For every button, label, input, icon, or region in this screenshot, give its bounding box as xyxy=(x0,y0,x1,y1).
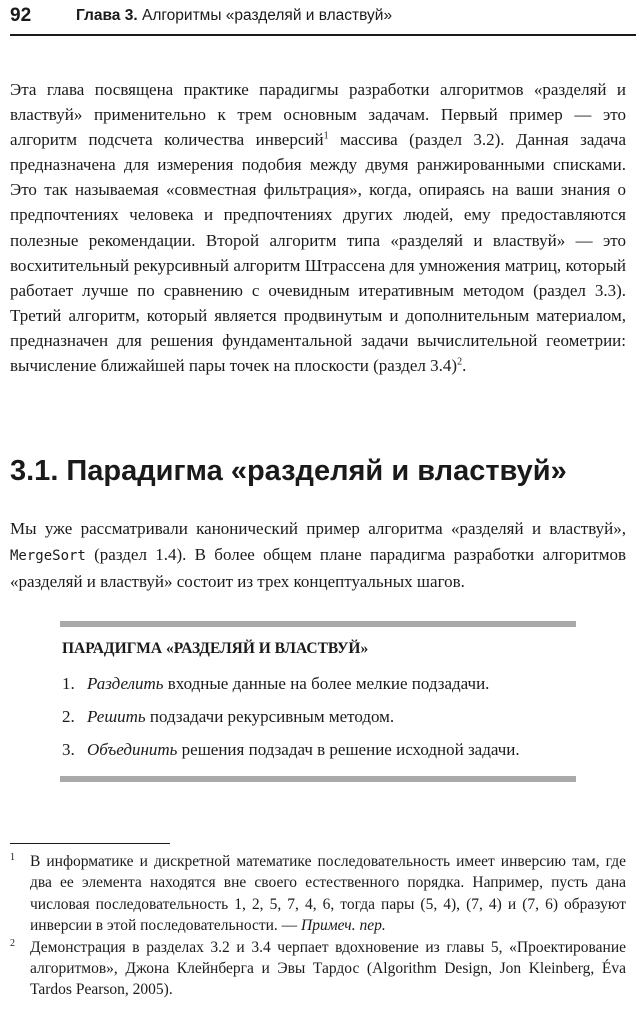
step-verb: Разделить xyxy=(87,674,164,693)
step-number: 3. xyxy=(62,740,75,759)
box-top-rule xyxy=(60,621,576,627)
paradigm-step xyxy=(62,707,394,727)
section-paragraph xyxy=(10,516,626,595)
step-number: 1. xyxy=(62,674,75,693)
step-verb: Объединить xyxy=(87,740,178,759)
footnotes xyxy=(10,851,626,1001)
page-number: 92 xyxy=(10,5,32,26)
footnote-text: Демонстрация в разделах 3.2 и 3.4 черпает вдохновение из главы 5, «Проектирование алгоритмов», Джона Клейнберга и Эвы Тардос (Algorithm Design, Jon Kleinberg, Éva Tardos Pearson, 2005). xyxy=(30,938,626,999)
intro-text-b: массива (раздел 3.2). Данная задача предназначена для измерения подобия между двумя ранжированными списками. Это так называемая «совместная фильтрация», когда, опираясь на ваши знания о предпочтениях человека и предпочтениях других людей, ему предоставляются полезные рекомендации. Второй алгоритм типа «разделяй и властвуй» — это восхитительный рекурсивный алгоритм Штрассена для умножения матриц, который работает лучше по сравнению с очевидным итеративным методом (раздел 3.3). Третий алгоритм, который является продвинутым и дополнительным материалом, предназначен для решения фундаментальной задачи вычислительной геометрии: вычисление ближайшей пары точек на плоскости (раздел 3.4) xyxy=(10,130,626,376)
step-text: решения подзадач в решение исходной задачи. xyxy=(177,740,520,759)
section-text-b: (раздел 1.4). В более общем плане парадигма разработки алгоритмов «разделяй и властвуй» состоит из трех концептуальных шагов. xyxy=(10,544,626,591)
step-verb: Решить xyxy=(87,707,146,726)
section-heading: 3.1. Парадигма «разделяй и властвуй» xyxy=(10,455,567,487)
step-text: подзадачи рекурсивным методом. xyxy=(145,707,395,726)
footnote-2 xyxy=(10,937,626,1001)
step-text: входные данные на более мелкие подзадачи. xyxy=(163,674,490,693)
section-text-a: Мы уже рассматривали канонический пример алгоритма «разделяй и властвуй», xyxy=(10,519,626,538)
footnote-ref-1: 1 xyxy=(323,130,329,142)
paradigm-step xyxy=(62,674,489,694)
footnote-mark: 2 xyxy=(10,937,15,949)
footnote-separator xyxy=(10,843,170,844)
chapter-name: Алгоритмы «разделяй и властвуй» xyxy=(141,7,393,24)
box-title: ПАРАДИГМА «РАЗДЕЛЯЙ И ВЛАСТВУЙ» xyxy=(62,640,369,657)
footnote-text: В информатике и дискретной математике последовательность имеет инверсию там, где два ее элемента находятся вне своего естественного порядка. Например, пусть дана числовая последовательность 1, 2, 5, 7, 4, 6, тогда пары (5, 4), (7, 4) и (7, 6) образуют инверсии в этой последовательности. — xyxy=(30,853,626,935)
intro-paragraph xyxy=(10,77,626,378)
intro-text-a: Эта глава посвящена практике парадигмы разработки алгоритмов «разделяй и властвуй» применительно к трем основным задачам. Первый пример — это алгоритм подсчета количества инверсий xyxy=(10,80,626,150)
translator-note: Примеч. пер. xyxy=(301,917,386,935)
footnote-1 xyxy=(10,851,626,937)
footnote-ref-2: 2 xyxy=(457,356,463,368)
footnote-mark: 1 xyxy=(10,852,15,863)
inline-code: MergeSort xyxy=(10,547,86,564)
chapter-title xyxy=(76,7,392,25)
step-number: 2. xyxy=(62,707,75,726)
intro-text-c: . xyxy=(462,356,467,376)
chapter-label: Глава 3. xyxy=(76,7,138,24)
box-bottom-rule xyxy=(60,776,576,782)
running-header xyxy=(10,0,636,36)
paradigm-step xyxy=(62,740,520,760)
